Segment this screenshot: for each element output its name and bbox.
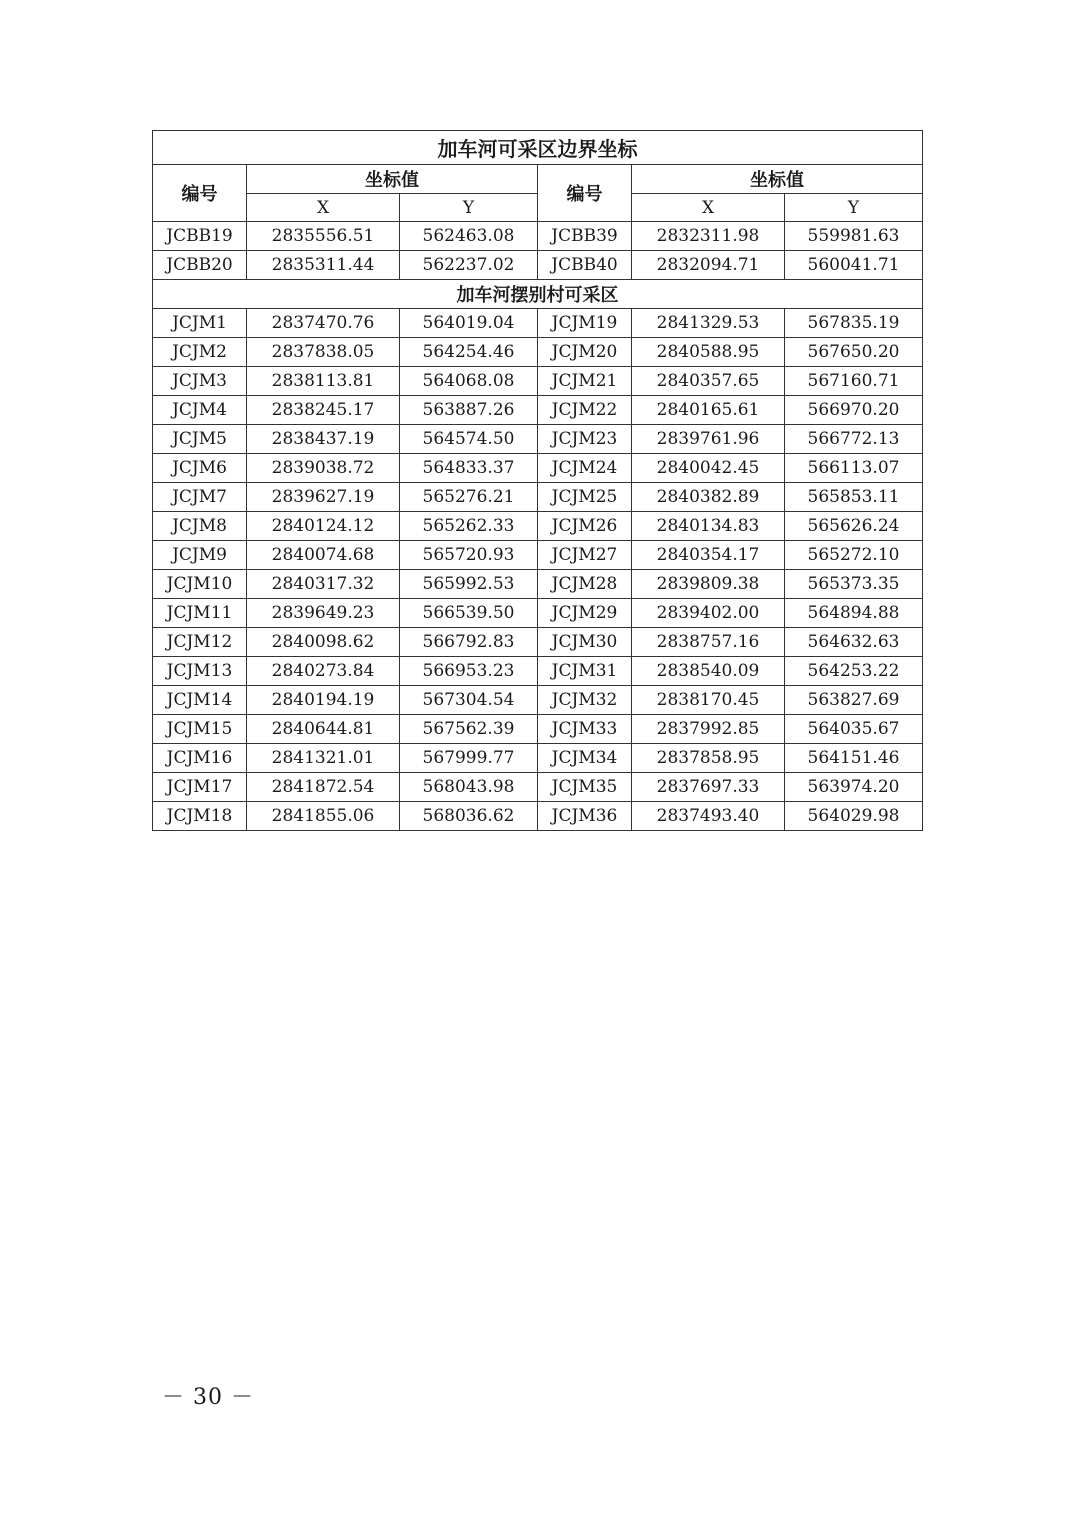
table-row — [153, 251, 923, 280]
id-header-left: 编号 — [153, 165, 247, 222]
point-id-cell: JCJM17 — [153, 773, 247, 802]
y-value-cell: 562237.02 — [400, 251, 538, 280]
y-value-cell: 563887.26 — [400, 396, 538, 425]
y-value-cell: 565720.93 — [400, 541, 538, 570]
y-value-cell: 565626.24 — [785, 512, 923, 541]
x-value-cell: 2838540.09 — [632, 657, 785, 686]
x-value-cell: 2832311.98 — [632, 222, 785, 251]
y-value-cell: 564253.22 — [785, 657, 923, 686]
point-id-cell: JCJM11 — [153, 599, 247, 628]
table-row — [153, 367, 923, 396]
point-id-cell: JCJM19 — [538, 309, 632, 338]
table-body-part1 — [153, 222, 923, 280]
id-header-right: 编号 — [538, 165, 632, 222]
section-title: 加车河摆别村可采区 — [153, 280, 923, 309]
coordinate-table — [152, 130, 923, 831]
point-id-cell: JCJM7 — [153, 483, 247, 512]
y-value-cell: 562463.08 — [400, 222, 538, 251]
x-value-cell: 2839809.38 — [632, 570, 785, 599]
y-value-cell: 565276.21 — [400, 483, 538, 512]
point-id-cell: JCJM30 — [538, 628, 632, 657]
x-value-cell: 2840273.84 — [247, 657, 400, 686]
y-value-cell: 567650.20 — [785, 338, 923, 367]
point-id-cell: JCJM12 — [153, 628, 247, 657]
point-id-cell: JCJM25 — [538, 483, 632, 512]
point-id-cell: JCJM21 — [538, 367, 632, 396]
y-value-cell: 564019.04 — [400, 309, 538, 338]
y-header-left: Y — [400, 194, 538, 222]
y-value-cell: 565853.11 — [785, 483, 923, 512]
x-value-cell: 2840354.17 — [632, 541, 785, 570]
x-value-cell: 2840588.95 — [632, 338, 785, 367]
x-value-cell: 2835556.51 — [247, 222, 400, 251]
x-value-cell: 2838170.45 — [632, 686, 785, 715]
y-value-cell: 566772.13 — [785, 425, 923, 454]
x-value-cell: 2832094.71 — [632, 251, 785, 280]
table-row — [153, 570, 923, 599]
y-value-cell: 566953.23 — [400, 657, 538, 686]
table-row — [153, 802, 923, 831]
table-row — [153, 425, 923, 454]
point-id-cell: JCJM2 — [153, 338, 247, 367]
y-value-cell: 564254.46 — [400, 338, 538, 367]
point-id-cell: JCJM35 — [538, 773, 632, 802]
point-id-cell: JCJM3 — [153, 367, 247, 396]
x-value-cell: 2841855.06 — [247, 802, 400, 831]
point-id-cell: JCJM13 — [153, 657, 247, 686]
point-id-cell: JCJM24 — [538, 454, 632, 483]
table-row — [153, 222, 923, 251]
y-header-right: Y — [785, 194, 923, 222]
table-row — [153, 715, 923, 744]
point-id-cell: JCJM4 — [153, 396, 247, 425]
y-value-cell: 568043.98 — [400, 773, 538, 802]
y-value-cell: 565992.53 — [400, 570, 538, 599]
x-value-cell: 2839761.96 — [632, 425, 785, 454]
table-row — [153, 338, 923, 367]
x-value-cell: 2840644.81 — [247, 715, 400, 744]
y-value-cell: 566113.07 — [785, 454, 923, 483]
table-row — [153, 541, 923, 570]
point-id-cell: JCJM31 — [538, 657, 632, 686]
point-id-cell: JCJM28 — [538, 570, 632, 599]
y-value-cell: 564068.08 — [400, 367, 538, 396]
x-value-cell: 2840194.19 — [247, 686, 400, 715]
table-title: 加车河可采区边界坐标 — [153, 131, 923, 165]
x-header-right: X — [632, 194, 785, 222]
x-value-cell: 2837992.85 — [632, 715, 785, 744]
point-id-cell: JCJM33 — [538, 715, 632, 744]
y-value-cell: 559981.63 — [785, 222, 923, 251]
point-id-cell: JCJM32 — [538, 686, 632, 715]
point-id-cell: JCJM1 — [153, 309, 247, 338]
table-row — [153, 483, 923, 512]
table-row — [153, 396, 923, 425]
point-id-cell: JCBB20 — [153, 251, 247, 280]
section-row-group — [153, 280, 923, 309]
table-body-part2 — [153, 309, 923, 831]
table-row — [153, 744, 923, 773]
x-value-cell: 2837697.33 — [632, 773, 785, 802]
coord-header-right: 坐标值 — [632, 165, 923, 194]
x-header-left: X — [247, 194, 400, 222]
y-value-cell: 564894.88 — [785, 599, 923, 628]
y-value-cell: 567562.39 — [400, 715, 538, 744]
y-value-cell: 564574.50 — [400, 425, 538, 454]
point-id-cell: JCJM9 — [153, 541, 247, 570]
x-value-cell: 2841329.53 — [632, 309, 785, 338]
point-id-cell: JCJM20 — [538, 338, 632, 367]
y-value-cell: 567304.54 — [400, 686, 538, 715]
x-value-cell: 2837470.76 — [247, 309, 400, 338]
point-id-cell: JCJM36 — [538, 802, 632, 831]
page-number: － 30 － — [162, 1385, 254, 1410]
y-value-cell: 566539.50 — [400, 599, 538, 628]
y-value-cell: 565272.10 — [785, 541, 923, 570]
point-id-cell: JCJM29 — [538, 599, 632, 628]
table-row — [153, 599, 923, 628]
x-value-cell: 2835311.44 — [247, 251, 400, 280]
x-value-cell: 2839402.00 — [632, 599, 785, 628]
x-value-cell: 2840124.12 — [247, 512, 400, 541]
point-id-cell: JCJM5 — [153, 425, 247, 454]
x-value-cell: 2840042.45 — [632, 454, 785, 483]
y-value-cell: 567835.19 — [785, 309, 923, 338]
y-value-cell: 563974.20 — [785, 773, 923, 802]
table-row — [153, 454, 923, 483]
table-row — [153, 773, 923, 802]
point-id-cell: JCJM22 — [538, 396, 632, 425]
x-value-cell: 2841872.54 — [247, 773, 400, 802]
point-id-cell: JCJM8 — [153, 512, 247, 541]
point-id-cell: JCJM18 — [153, 802, 247, 831]
x-value-cell: 2840134.83 — [632, 512, 785, 541]
y-value-cell: 564035.67 — [785, 715, 923, 744]
x-value-cell: 2838245.17 — [247, 396, 400, 425]
y-value-cell: 564632.63 — [785, 628, 923, 657]
y-value-cell: 564029.98 — [785, 802, 923, 831]
x-value-cell: 2841321.01 — [247, 744, 400, 773]
table-row — [153, 628, 923, 657]
point-id-cell: JCJM14 — [153, 686, 247, 715]
y-value-cell: 565373.35 — [785, 570, 923, 599]
table-row — [153, 686, 923, 715]
x-value-cell: 2837493.40 — [632, 802, 785, 831]
y-value-cell: 566970.20 — [785, 396, 923, 425]
x-value-cell: 2837838.05 — [247, 338, 400, 367]
y-value-cell: 560041.71 — [785, 251, 923, 280]
x-value-cell: 2840357.65 — [632, 367, 785, 396]
x-value-cell: 2839038.72 — [247, 454, 400, 483]
table-header-row — [153, 165, 923, 194]
y-value-cell: 568036.62 — [400, 802, 538, 831]
y-value-cell: 566792.83 — [400, 628, 538, 657]
section-row — [153, 280, 923, 309]
table-row — [153, 512, 923, 541]
point-id-cell: JCJM34 — [538, 744, 632, 773]
point-id-cell: JCBB19 — [153, 222, 247, 251]
point-id-cell: JCJM23 — [538, 425, 632, 454]
x-value-cell: 2839627.19 — [247, 483, 400, 512]
x-value-cell: 2840165.61 — [632, 396, 785, 425]
x-value-cell: 2838437.19 — [247, 425, 400, 454]
y-value-cell: 564151.46 — [785, 744, 923, 773]
x-value-cell: 2840074.68 — [247, 541, 400, 570]
table-row — [153, 309, 923, 338]
x-value-cell: 2840317.32 — [247, 570, 400, 599]
table-row — [153, 657, 923, 686]
table-title-row — [153, 131, 923, 165]
point-id-cell: JCBB39 — [538, 222, 632, 251]
point-id-cell: JCJM10 — [153, 570, 247, 599]
y-value-cell: 567160.71 — [785, 367, 923, 396]
x-value-cell: 2837858.95 — [632, 744, 785, 773]
y-value-cell: 563827.69 — [785, 686, 923, 715]
y-value-cell: 564833.37 — [400, 454, 538, 483]
coord-header-left: 坐标值 — [247, 165, 538, 194]
y-value-cell: 565262.33 — [400, 512, 538, 541]
point-id-cell: JCJM26 — [538, 512, 632, 541]
point-id-cell: JCJM16 — [153, 744, 247, 773]
point-id-cell: JCJM6 — [153, 454, 247, 483]
point-id-cell: JCJM15 — [153, 715, 247, 744]
y-value-cell: 567999.77 — [400, 744, 538, 773]
x-value-cell: 2840098.62 — [247, 628, 400, 657]
x-value-cell: 2840382.89 — [632, 483, 785, 512]
x-value-cell: 2838757.16 — [632, 628, 785, 657]
point-id-cell: JCBB40 — [538, 251, 632, 280]
x-value-cell: 2839649.23 — [247, 599, 400, 628]
x-value-cell: 2838113.81 — [247, 367, 400, 396]
point-id-cell: JCJM27 — [538, 541, 632, 570]
